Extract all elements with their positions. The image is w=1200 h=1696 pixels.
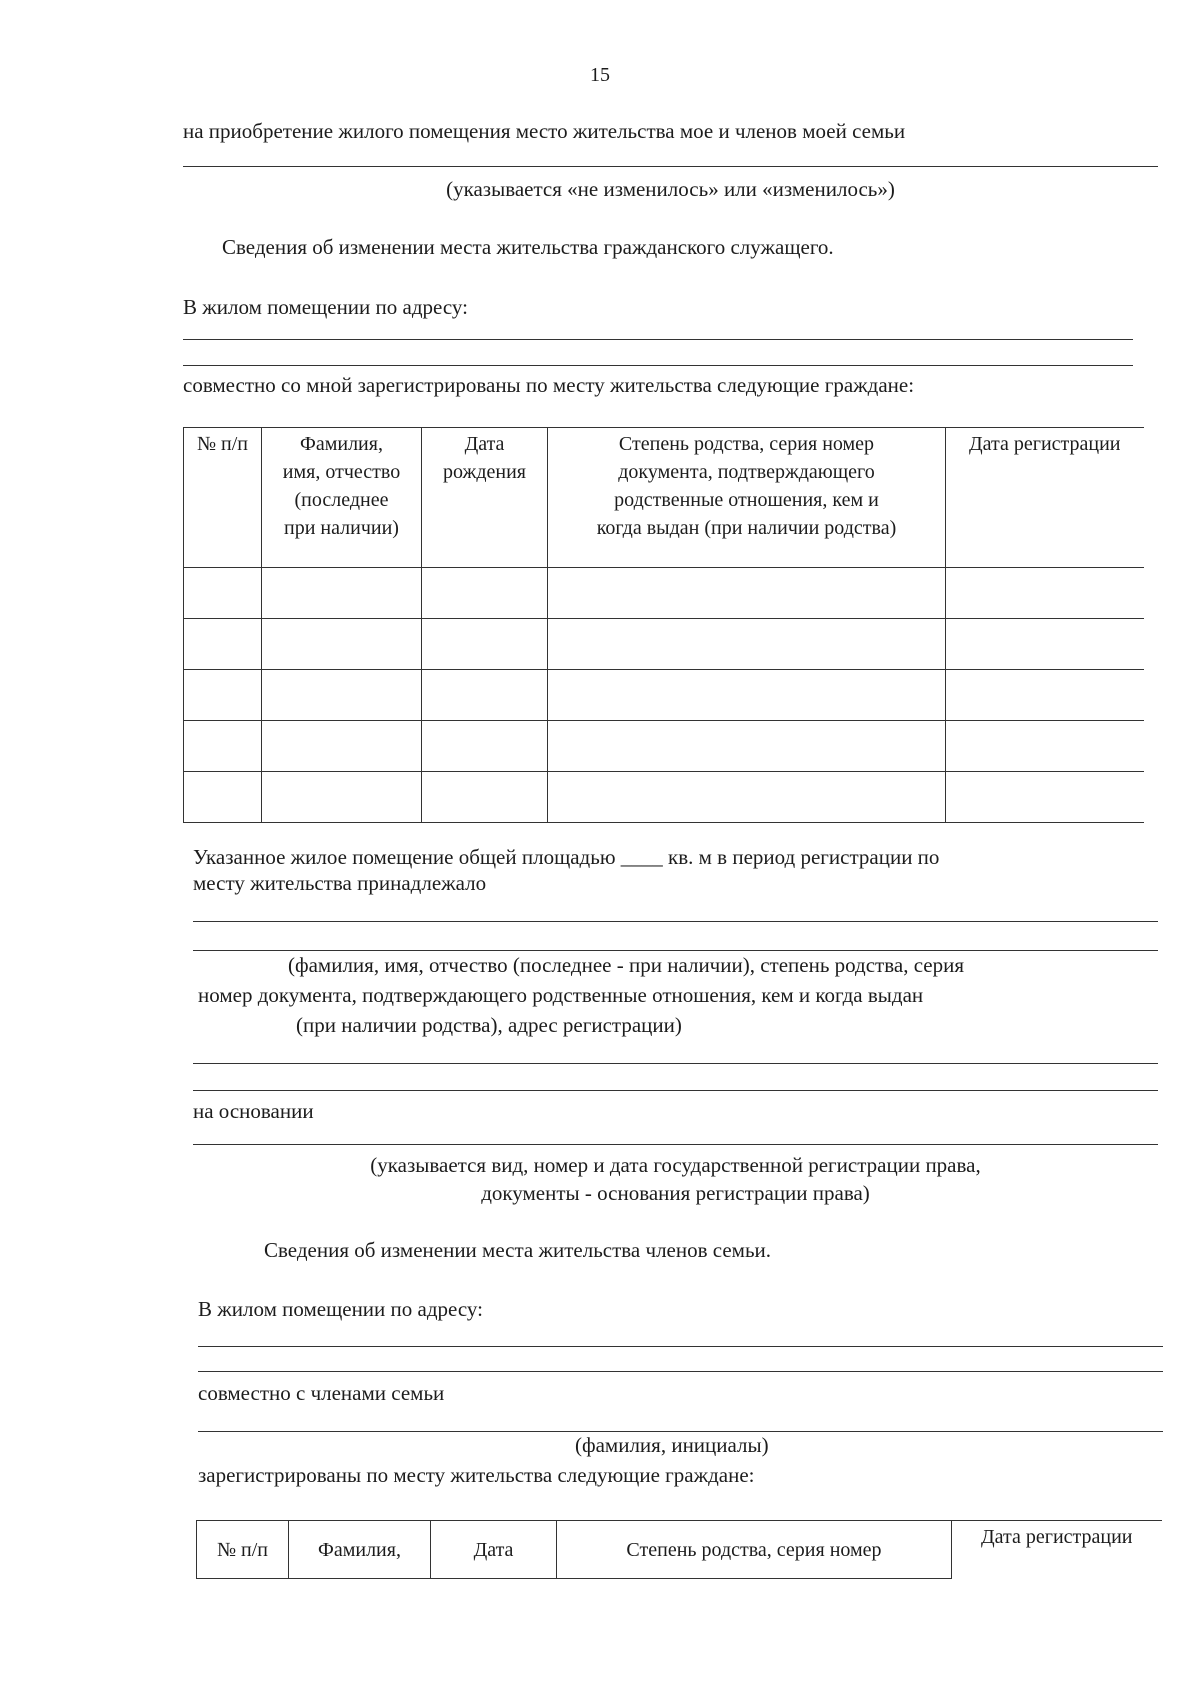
col-header-number: № п/п bbox=[184, 428, 262, 568]
col-header-registration-date: Дата регистрации bbox=[952, 1521, 1162, 1579]
owner-fill-line-c bbox=[193, 1063, 1158, 1064]
table-cell[interactable] bbox=[548, 568, 946, 619]
basis-caption-2: документы - основания регистрации права) bbox=[481, 1181, 870, 1205]
col-header-fullname: Фамилия, bbox=[289, 1521, 431, 1579]
table-cell[interactable] bbox=[184, 568, 262, 619]
owner-fill-line-b bbox=[193, 950, 1158, 951]
table-row bbox=[184, 772, 1144, 823]
table-cell[interactable] bbox=[548, 772, 946, 823]
area-line-suffix: кв. м в период регистрации по bbox=[668, 845, 940, 869]
address-label-1: В жилом помещении по адресу: bbox=[183, 295, 468, 319]
registered-persons-table-1 bbox=[183, 427, 1144, 823]
table-cell[interactable] bbox=[946, 772, 1144, 823]
intro-line: на приобретение жилого помещения место жительства мое и членов моей семьи bbox=[183, 119, 906, 143]
table-row bbox=[184, 721, 1144, 772]
table-cell[interactable] bbox=[548, 721, 946, 772]
table-cell[interactable] bbox=[946, 619, 1144, 670]
address-fill-line-2b bbox=[198, 1371, 1163, 1372]
table-cell[interactable] bbox=[946, 670, 1144, 721]
status-fill-line bbox=[183, 166, 1158, 167]
col-header-birthdate: Дата рождения bbox=[422, 428, 548, 568]
owner-caption-3: (при наличии родства), адрес регистрации) bbox=[296, 1013, 682, 1037]
family-label: совместно с членами семьи bbox=[198, 1381, 445, 1405]
table-row bbox=[184, 670, 1144, 721]
col-header-kinship: Степень родства, серия номер документа, подтверждающего родственные отношения, кем и когда выдан (при наличии родства) bbox=[548, 428, 946, 568]
table-cell[interactable] bbox=[262, 568, 422, 619]
table-row bbox=[184, 619, 1144, 670]
area-line bbox=[193, 844, 939, 870]
table-cell[interactable] bbox=[184, 721, 262, 772]
table-cell[interactable] bbox=[548, 619, 946, 670]
table-cell[interactable] bbox=[184, 619, 262, 670]
table-cell[interactable] bbox=[946, 721, 1144, 772]
area-line-2: месту жительства принадлежало bbox=[193, 871, 487, 895]
intro-caption: (указывается «не изменилось» или «изменилось») bbox=[446, 177, 895, 201]
table-cell[interactable] bbox=[946, 568, 1144, 619]
table-row bbox=[184, 568, 1144, 619]
table-cell[interactable] bbox=[184, 772, 262, 823]
table-cell[interactable] bbox=[262, 670, 422, 721]
table-cell[interactable] bbox=[422, 670, 548, 721]
section-heading-employee: Сведения об изменении места жительства гражданского служащего. bbox=[222, 235, 834, 259]
col-header-birthdate: Дата bbox=[431, 1521, 557, 1579]
table-cell[interactable] bbox=[548, 670, 946, 721]
address-fill-line-2a bbox=[198, 1346, 1163, 1347]
table-cell[interactable] bbox=[262, 721, 422, 772]
col-header-registration-date: Дата регистрации bbox=[946, 428, 1144, 568]
address-fill-line-1a bbox=[183, 339, 1133, 340]
registered-label-2: зарегистрированы по месту жительства следующие граждане: bbox=[198, 1463, 755, 1487]
table-cell[interactable] bbox=[422, 772, 548, 823]
owner-caption-1: (фамилия, имя, отчество (последнее - при наличии), степень родства, серия bbox=[288, 953, 964, 977]
section-heading-family: Сведения об изменении места жительства членов семьи. bbox=[264, 1238, 772, 1262]
owner-fill-line-d bbox=[193, 1090, 1158, 1091]
basis-label: на основании bbox=[193, 1099, 314, 1123]
table-cell[interactable] bbox=[184, 670, 262, 721]
table-header-row bbox=[197, 1521, 1162, 1579]
col-header-number: № п/п bbox=[197, 1521, 289, 1579]
col-header-kinship: Степень родства, серия номер bbox=[557, 1521, 952, 1579]
table-cell[interactable] bbox=[422, 619, 548, 670]
owner-caption-2: номер документа, подтверждающего родственные отношения, кем и когда выдан bbox=[198, 983, 924, 1007]
table-header-row bbox=[184, 428, 1144, 568]
page-number: 15 bbox=[590, 64, 610, 86]
basis-caption-1: (указывается вид, номер и дата государственной регистрации права, bbox=[370, 1153, 981, 1177]
area-line-prefix: Указанное жилое помещение общей площадью bbox=[193, 845, 616, 869]
address-label-2: В жилом помещении по адресу: bbox=[198, 1297, 483, 1321]
address-fill-line-1b bbox=[183, 365, 1133, 366]
family-caption: (фамилия, инициалы) bbox=[575, 1433, 769, 1457]
basis-fill-line bbox=[193, 1144, 1158, 1145]
table-cell[interactable] bbox=[422, 721, 548, 772]
col-header-fullname: Фамилия, имя, отчество (последнее при наличии) bbox=[262, 428, 422, 568]
area-blank[interactable]: ____ bbox=[620, 845, 663, 869]
table-cell[interactable] bbox=[262, 619, 422, 670]
owner-fill-line-a bbox=[193, 921, 1158, 922]
registered-label-1: совместно со мной зарегистрированы по месту жительства следующие граждане: bbox=[183, 373, 915, 397]
table-cell[interactable] bbox=[262, 772, 422, 823]
table-cell[interactable] bbox=[422, 568, 548, 619]
registered-persons-table-2 bbox=[196, 1520, 1162, 1579]
